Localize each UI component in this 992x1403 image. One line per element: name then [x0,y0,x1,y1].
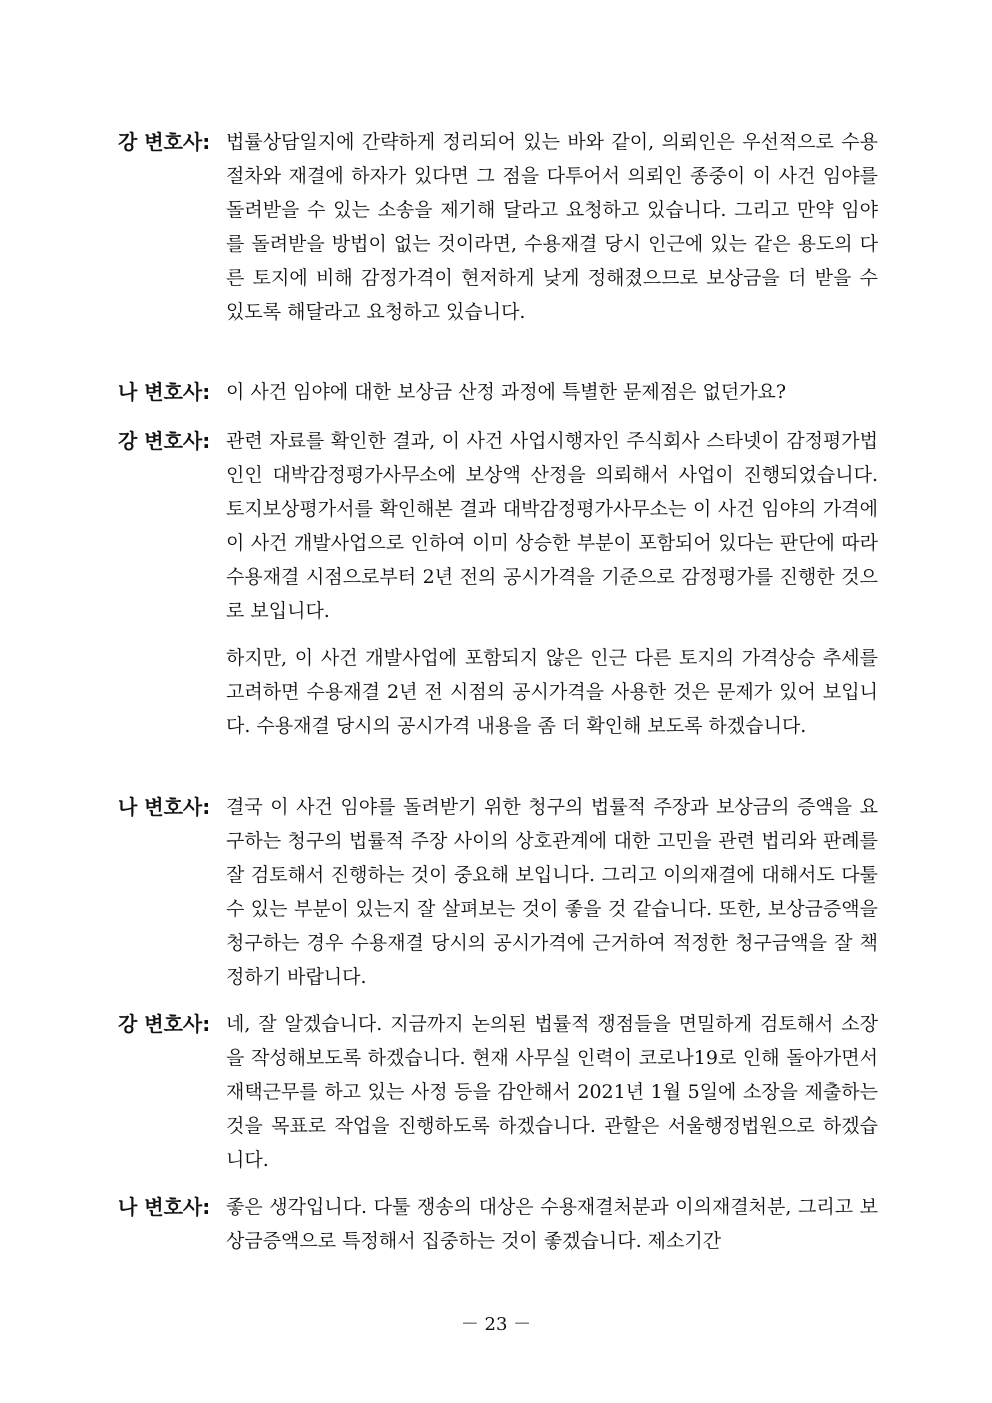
speech-text: 관련 자료를 확인한 결과, 이 사건 사업시행자인 주식회사 스타넷이 감정평가법인인 대박감정평가사무소에 보상액 산정을 의뢰해서 사업이 진행되었습니다. 토지보상평가서를 확인해본 결과 대박감정평가사무소는 이 사건 임야의 가격에 이 사건 개발사업으로 인하여 이미 상승한 부분이 포함되어 있다는 판단에 따라 수용재결 시점으로부터 2년 전의 공시가격을 기준으로 감정평가를 진행한 것으로 보입니다. [226,430,878,622]
speech-text: 네, 잘 알겠습니다. 지금까지 논의된 법률적 쟁점들을 면밀하게 검토해서 소장을 작성해보도록 하겠습니다. 현재 사무실 인력이 코로나19로 인해 돌아가면서 재택근무를 하고 있는 사정 등을 감안해서 2021년 1월 5일에 소장을 제출하는 것을 목표로 작업을 진행하도록 하겠습니다. 관할은 서울행정법원으로 하겠습니다. [226,1013,878,1171]
dialogue-entry [118,1190,878,1258]
speech-text: 결국 이 사건 임야를 돌려받기 위한 청구의 법률적 주장과 보상금의 증액을 요구하는 청구의 법률적 주장 사이의 상호관계에 대한 고민을 관련 법리와 판례를 잘 검토해서 진행하는 것이 중요해 보입니다. 그리고 이의재결에 대해서도 다툴 수 있는 부분이 있는지 잘 살펴보는 것이 좋을 것 같습니다. 또한, 보상금증액을 청구하는 경우 수용재결 당시의 공시가격에 근거하여 적정한 청구금액을 잘 책정하기 바랍니다. [226,796,878,988]
speaker-label: 강 변호사: [118,130,211,154]
dialogue-entry [118,1007,878,1177]
speech-text: 법률상담일지에 간략하게 정리되어 있는 바와 같이, 의뢰인은 우선적으로 수용절차와 재결에 하자가 있다면 그 점을 다투어서 의뢰인 종중이 이 사건 임야를 돌려받을 수 있는 소송을 제기해 달라고 요청하고 있습니다. 그리고 만약 임야를 돌려받을 방법이 없는 것이라면, 수용재결 당시 인근에 있는 같은 용도의 다른 토지에 비해 감정가격이 현저하게 낮게 정해졌으므로 보상금을 더 받을 수 있도록 해달라고 요청하고 있습니다. [226,131,878,323]
speech-continuation: 하지만, 이 사건 개발사업에 포함되지 않은 인근 다른 토지의 가격상승 추세를 고려하면 수용재결 2년 전 시점의 공시가격을 사용한 것은 문제가 있어 보입니다. 수용재결 당시의 공시가격 내용을 좀 더 확인해 보도록 하겠습니다. [226,647,878,737]
dialogue-entry [118,125,878,329]
dialogue-entry [118,424,878,628]
speaker-label: 나 변호사: [118,380,211,404]
dialogue-entry [118,790,878,994]
speaker-label: 나 변호사: [118,795,211,819]
dialogue-entry [118,375,878,409]
speech-text: 좋은 생각입니다. 다툴 쟁송의 대상은 수용재결처분과 이의재결처분, 그리고 보상금증액으로 특정해서 집중하는 것이 좋겠습니다. 제소기간 [226,1196,878,1252]
page-number: － 23 － [460,1314,532,1335]
speaker-label: 강 변호사: [118,429,211,453]
speaker-label: 나 변호사: [118,1195,211,1219]
speaker-label: 강 변호사: [118,1012,211,1036]
speech-text: 이 사건 임야에 대한 보상금 산정 과정에 특별한 문제점은 없던가요? [226,381,787,403]
